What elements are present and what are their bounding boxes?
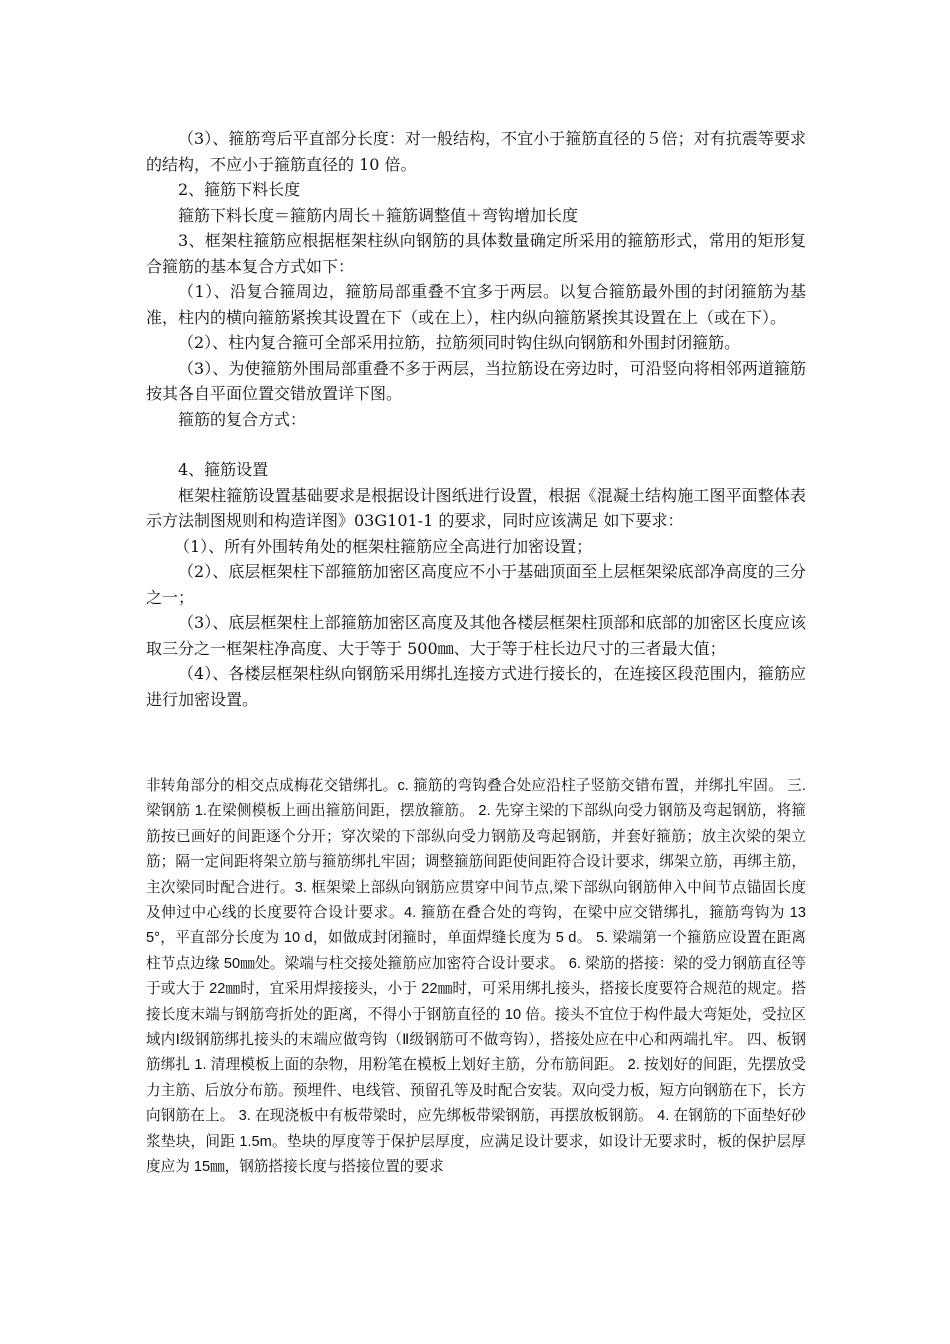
paragraph-stirrup-setting-basis: 框架柱箍筋设置基础要求是根据设计图纸进行设置，根据《混凝土结构施工图平面整体表示方法制图规则和构造详图》03G101-1 的要求，同时应该满足 如下要求： — [146, 485, 806, 530]
list-item-composite-1: （1）、沿复合箍周边，箍筋局部重叠不宜多于两层。以复合箍筋最外围的封闭箍筋为基准，柱内的横向箍筋紧挨其设置在下（或在上），柱内纵向箍筋紧挨其设置在上（或在下）。 — [146, 282, 806, 327]
heading-stirrup-cutting-length: 2、箍筋下料长度 — [178, 180, 301, 199]
list-item-setting-3: （3）、底层框架柱上部箍筋加密区高度及其他各楼层框架柱顶部和底部的加密区长度应该取三分之一框架柱净高度、大于等于 500㎜、大于等于柱长边尺寸的三者最大值； — [146, 613, 806, 658]
list-item-composite-2: （2）、柱内复合箍可全部采用拉筋，拉筋须同时钩住纵向钢筋和外围封闭箍筋。 — [178, 333, 741, 352]
heading-stirrup-setting: 4、箍筋设置 — [178, 460, 269, 479]
paragraph-beam-slab-rebar: 非转角部分的相交点成梅花交错绑扎。c. 箍筋的弯钩叠合处应沿柱子竖筋交错布置，并绑扎牢固。 三.梁钢筋 1.在梁侧模板上画出箍筋间距，摆放箍筋。 2. 先穿主梁的下部纵向受力钢筋及弯起钢筋，将箍筋按已画好的间距逐个分开；穿次梁的下部纵向受力钢筋及弯起钢筋，并套好箍筋；放主次梁的架立筋；隔一定间距将架立筋与箍筋绑扎牢固；调整箍筋间距使间距符合设计要求，绑架立筋，再绑主筋，主次梁同时配合进行。3. 框架梁上部纵向钢筋应贯穿中间节点,梁下部纵向钢筋伸入中间节点锚固长度及伸过中心线的长度要符合设计要求。4. 箍筋在叠合处的弯钩，在梁中应交错绑扎，箍筋弯钩为 135°，平直部分长度为 10 d，如做成封闭箍时，单面焊缝长度为 5 d。 5. 梁端第一个箍筋应设置在距离柱节点边缘 50㎜处。梁端与柱交接处箍筋应加密符合设计要求。 6. 梁筋的搭接：梁的受力钢筋直径等于或大于 22㎜时，宜采用焊接接头，小于 22㎜时，可采用绑扎接头，搭接长度要符合规范的规定。搭接长度末端与钢筋弯折处的距离，不得小于钢筋直径的 10 倍。接头不宜位于构件最大弯矩处，受拉区域内Ⅰ级钢筋绑扎接头的末端应做弯钩（Ⅱ级钢筋可不做弯钩），搭接处应在中心和两端扎牢。 四、板钢筋绑扎 1. 清理模板上面的杂物，用粉笔在模板上划好主筋，分布筋间距。 2. 按划好的间距，先摆放受力主筋、后放分布筋。预埋件、电线管、预留孔等及时配合安装。双向受力板，短方向钢筋在下，长方向钢筋在上。 3. 在现浇板中有板带梁时，应先绑板带梁钢筋，再摆放板钢筋。 4. 在钢筋的下面垫好砂浆垫块，间距 1.5m。垫块的厚度等于保护层厚度，应满足设计要求，如设计无要求时，板的保护层厚度应为 15㎜，钢筋搭接长度与搭接位置的要求 — [146, 778, 806, 1176]
list-item-composite-3: （3）、为使箍筋外围局部重叠不多于两层，当拉筋设在旁边时，可沿竖向将相邻两道箍筋按其各自平面位置交错放置详下图。 — [146, 358, 806, 403]
list-item-setting-4: （4）、各楼层框架柱纵向钢筋采用绑扎连接方式进行接长的，在连接区段范围内，箍筋应进行加密设置。 — [146, 664, 806, 709]
paragraph-column-stirrup-form: 3、框架柱箍筋应根据框架柱纵向钢筋的具体数量确定所采用的箍筋形式，常用的矩形复合箍筋的基本复合方式如下： — [146, 231, 806, 276]
label-composite-method: 箍筋的复合方式： — [178, 409, 307, 429]
list-item-setting-1: （1）、所有外围转角处的框架柱箍筋应全高进行加密设置； — [174, 536, 593, 556]
rebar-stirrup-section — [146, 126, 806, 712]
list-item-setting-2: （2）、底层框架柱下部箍筋加密区高度应不小于基础顶面至上层框架梁底部净高度的三分之一； — [146, 562, 806, 607]
paragraph-hook-straight-length: （3）、箍筋弯后平直部分长度：对一般结构，不宜小于箍筋直径的５倍；对有抗震等要求的结构，不应小于箍筋直径的 10 倍。 — [146, 129, 806, 174]
figure-placeholder-gap — [146, 432, 806, 457]
formula-stirrup-cutting-length: 箍筋下料长度＝箍筋内周长＋箍筋调整值＋弯钩增加长度 — [178, 205, 579, 225]
